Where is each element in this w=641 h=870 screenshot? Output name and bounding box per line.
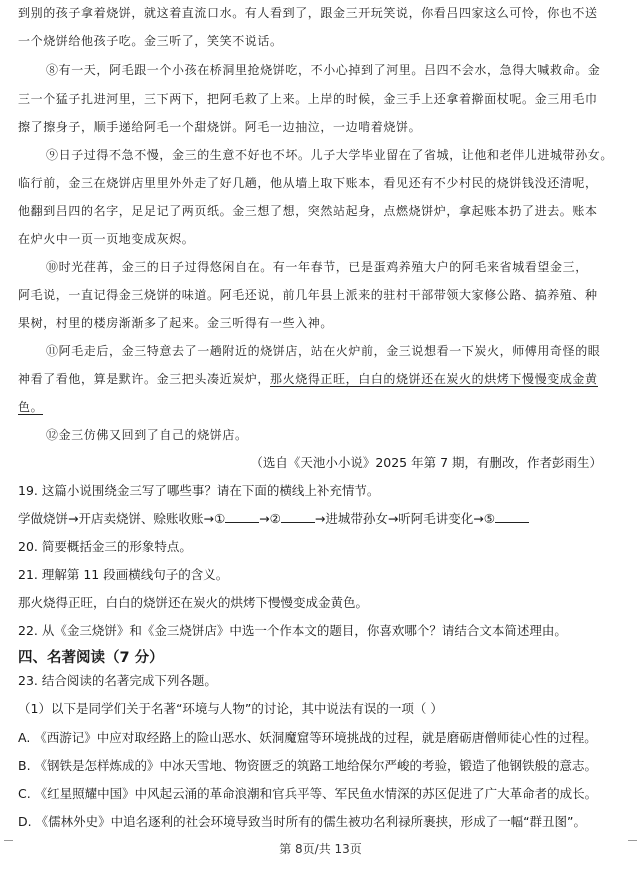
story-line: 阿毛说，一直记得金三烧饼的味道。阿毛还说，前几年县上派来的驻村干部带领大家修公路、搞养殖、种 [18, 288, 598, 302]
story-line [18, 370, 622, 388]
underlined-sentence-end: 色。 [18, 400, 44, 414]
question-22: 22. 从《金三烧饼》和《金三烧饼店》中选一个作本文的题目，你喜欢哪个？请结合文本简述理由。 [18, 623, 567, 638]
answer-blank-2[interactable] [281, 510, 315, 523]
section-heading: 四、名著阅读（7 分） [18, 650, 164, 666]
question-20: 20. 简要概括金三的形象特点。 [18, 539, 192, 554]
underlined-sentence: 那火烧得正旺，白白的烧饼还在炭火的烘烤下慢慢变成金黄 [270, 372, 598, 386]
story-line: 果树，村里的楼房渐渐多了起来。金三听得有一些入神。 [18, 316, 334, 330]
story-line: 擦了擦身子，顺手递给阿毛一个甜烧饼。阿毛一边抽泣，一边啃着烧饼。 [18, 120, 422, 134]
paragraph-10: ⑩时光荏苒，金三的日子过得悠闲自在。有一年春节，已是蛋鸡养殖大户的阿毛来省城看望金三， [46, 260, 588, 274]
question-23: 23. 结合阅读的名著完成下列各题。 [18, 673, 217, 688]
question-19-chain [18, 510, 622, 528]
page-number: 第 8页/共 13页 [279, 842, 362, 856]
story-line: 临行前，金三在烧饼店里里外外走了好几趟，他从墙上取下账本，看见还有不少村民的烧饼钱没还清呢， [18, 176, 598, 190]
source-citation: （选自《天池小小说》2025 年第 7 期，有删改，作者彭雨生） [250, 455, 602, 470]
story-line: 他翻到吕四的名字，足足记了两页纸。金三想了想，突然站起身，点燃烧饼炉，拿起账本扔了进去。账本 [18, 204, 598, 218]
paragraph-12: ⑫金三仿佛又回到了自己的烧饼店。 [46, 428, 248, 442]
option-a: A. 《西游记》中应对取经路上的险山恶水、妖洞魔窟等环境挑战的过程，就是磨砺唐僧师徒心性的过程。 [18, 730, 597, 745]
option-c: C. 《红星照耀中国》中风起云涌的革命浪潮和官兵平等、军民鱼水情深的苏区促进了广大革命者的成长。 [18, 786, 598, 801]
answer-blank-1[interactable] [225, 510, 259, 523]
story-line: 一个烧饼给他孩子吃。金三听了，笑笑不说话。 [18, 34, 283, 48]
story-line: 在炉火中一页一页地变成灰烬。 [18, 232, 195, 246]
option-b: B. 《钢铁是怎样炼成的》中冰天雪地、物资匮乏的筑路工地给保尔严峻的考验，锻造了他钢铁般的意志。 [18, 758, 598, 773]
question-21-sentence: 那火烧得正旺，白白的烧饼还在炭火的烘烤下慢慢变成金黄色。 [18, 595, 369, 610]
story-line: 三一个猛子扎进河里，三下两下，把阿毛救了上来。上岸的时候，金三手上还拿着擀面杖呢。金三用毛巾 [18, 92, 598, 106]
story-line: 到别的孩子拿着烧饼，就这着直流口水。有人看到了，跟金三开玩笑说，你看吕四家这么可怜，你也不送 [18, 6, 598, 20]
answer-blank-5[interactable] [495, 510, 529, 523]
paragraph-8: ⑧有一天，阿毛跟一个小孩在桥洞里抢烧饼吃，不小心掉到了河里。吕四不会水，急得大喊救命。金 [46, 63, 601, 77]
story-text: 神看了看他，算是默许。金三把头凑近炭炉， [18, 372, 271, 386]
chain-text: 学做烧饼→开店卖烧饼、赊账收账→① [18, 511, 226, 526]
question-19: 19. 这篇小说围绕金三写了哪些事？请在下面的横线上补充情节。 [18, 483, 380, 498]
chain-text: →进城带孙女→听阿毛讲变化→⑤ [314, 511, 495, 526]
paragraph-11: ⑪阿毛走后，金三特意去了一趟附近的烧饼店，站在火炉前，金三说想看一下炭火，师傅用奇怪的眼 [46, 344, 601, 358]
paragraph-9: ⑨日子过得不急不慢，金三的生意不好也不坏。儿子大学毕业留在了省城，让他和老伴儿进城带孙女。 [46, 148, 614, 162]
option-d: D. 《儒林外史》中追名逐利的社会环境导致当时所有的儒生被功名利禄所裹挟，形成了一幅“群丑图”。 [18, 814, 587, 829]
chain-text: →② [259, 511, 281, 526]
question-21: 21. 理解第 11 段画横线句子的含义。 [18, 567, 229, 582]
question-23-sub1: （1）以下是同学们关于名著“环境与人物”的讨论，其中说法有误的一项（ ） [18, 701, 443, 716]
story-line [18, 398, 622, 416]
